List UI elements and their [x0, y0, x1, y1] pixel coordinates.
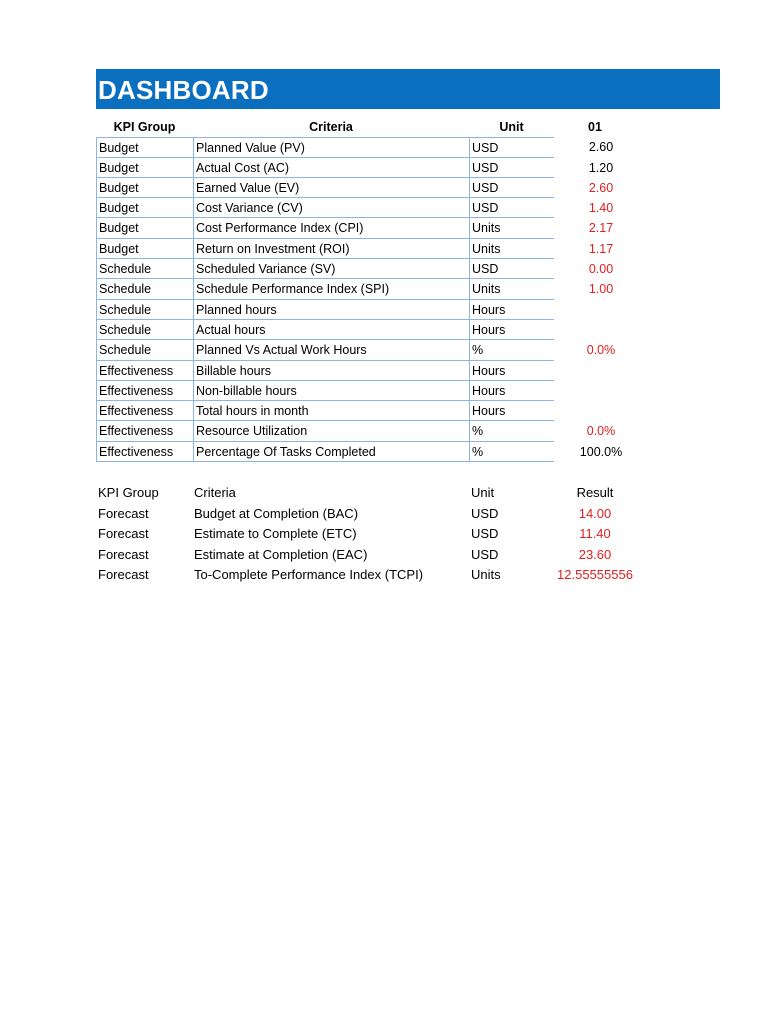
unit-cell: USD	[469, 178, 554, 198]
value-cell: 1.40	[588, 201, 614, 216]
kpi-table-row	[96, 137, 616, 157]
forecast-header-unit: Unit	[471, 485, 495, 500]
forecast-header-kpi-group: KPI Group	[98, 485, 159, 500]
forecast-header-criteria: Criteria	[194, 485, 236, 500]
value-cell: 0.0%	[586, 343, 616, 358]
criteria-cell: Actual hours	[193, 320, 469, 340]
kpi-group-cell: Effectiveness	[96, 361, 193, 381]
value-cell	[554, 361, 636, 381]
forecast-result-cell: 23.60	[578, 546, 612, 562]
criteria-cell: Return on Investment (ROI)	[193, 239, 469, 259]
kpi-group-cell: Budget	[96, 178, 193, 198]
kpi-table-row	[96, 421, 616, 441]
kpi-group-cell: Schedule	[96, 279, 193, 299]
unit-cell: Units	[469, 239, 554, 259]
value-cell: 2.60	[588, 140, 614, 155]
forecast-criteria-cell: Budget at Completion (BAC)	[194, 505, 359, 521]
value-cell: 100.0%	[579, 444, 623, 459]
forecast-criteria-cell: To-Complete Performance Index (TCPI)	[194, 567, 424, 582]
kpi-table-row	[96, 178, 616, 198]
forecast-group-cell: Forecast	[98, 546, 149, 562]
kpi-group-cell: Effectiveness	[96, 442, 193, 462]
kpi-table-row	[96, 401, 616, 421]
forecast-unit-cell: USD	[471, 505, 499, 521]
forecast-result-cell: 14.00	[578, 505, 612, 521]
kpi-table-row	[96, 300, 616, 320]
unit-cell: Hours	[469, 401, 554, 421]
value-cell: 1.00	[588, 282, 614, 297]
kpi-group-cell: Effectiveness	[96, 421, 193, 441]
kpi-table-row	[96, 320, 616, 340]
forecast-table-header	[98, 483, 658, 504]
kpi-table-body	[96, 137, 623, 462]
kpi-group-cell: Schedule	[96, 300, 193, 320]
kpi-group-cell: Budget	[96, 198, 193, 218]
kpi-table-row	[96, 381, 616, 401]
kpi-group-cell: Effectiveness	[96, 381, 193, 401]
unit-cell: Hours	[469, 381, 554, 401]
criteria-cell: Cost Variance (CV)	[193, 198, 469, 218]
kpi-group-cell: Schedule	[96, 259, 193, 279]
unit-cell: USD	[469, 137, 554, 157]
value-cell	[554, 300, 636, 320]
forecast-result-cell: 12.55555556	[557, 567, 633, 582]
kpi-table-header	[96, 117, 616, 137]
criteria-cell: Schedule Performance Index (SPI)	[193, 279, 469, 299]
unit-cell: USD	[469, 158, 554, 178]
forecast-table-row	[98, 504, 658, 525]
unit-cell: USD	[469, 259, 554, 279]
criteria-cell: Billable hours	[193, 361, 469, 381]
kpi-table-row	[96, 239, 616, 259]
unit-cell: Units	[469, 218, 554, 238]
header-unit: Unit	[499, 120, 524, 134]
value-cell: 2.60	[588, 180, 614, 195]
criteria-cell: Earned Value (EV)	[193, 178, 469, 198]
value-cell	[554, 381, 636, 401]
value-cell: 1.20	[588, 160, 614, 175]
unit-cell: USD	[469, 198, 554, 218]
unit-cell: %	[469, 442, 554, 462]
kpi-group-cell: Budget	[96, 239, 193, 259]
kpi-group-cell: Schedule	[96, 340, 193, 360]
forecast-result-cell: 11.40	[579, 526, 611, 541]
criteria-cell: Actual Cost (AC)	[193, 158, 469, 178]
unit-cell: Hours	[469, 320, 554, 340]
kpi-table-row	[96, 279, 616, 299]
header-kpi-group: KPI Group	[113, 120, 176, 134]
value-cell: 0.00	[588, 262, 614, 277]
dashboard-banner	[96, 69, 720, 109]
forecast-table-row	[98, 545, 658, 566]
forecast-criteria-cell: Estimate at Completion (EAC)	[194, 546, 368, 562]
criteria-cell: Total hours in month	[193, 401, 469, 421]
criteria-cell: Planned Vs Actual Work Hours	[193, 340, 469, 360]
kpi-group-cell: Budget	[96, 218, 193, 238]
unit-cell: %	[469, 340, 554, 360]
criteria-cell: Planned hours	[193, 300, 469, 320]
value-cell	[554, 401, 636, 421]
kpi-group-cell: Schedule	[96, 320, 193, 340]
value-cell: 0.0%	[586, 424, 616, 439]
kpi-table-row	[96, 340, 616, 360]
forecast-table-body	[98, 504, 658, 586]
forecast-group-cell: Forecast	[98, 567, 149, 582]
forecast-criteria-cell: Estimate to Complete (ETC)	[194, 526, 357, 541]
forecast-table	[98, 483, 658, 586]
forecast-unit-cell: USD	[471, 546, 499, 562]
criteria-cell: Resource Utilization	[193, 421, 469, 441]
kpi-group-cell: Budget	[96, 137, 193, 157]
forecast-group-cell: Forecast	[98, 526, 149, 541]
criteria-cell: Cost Performance Index (CPI)	[193, 218, 469, 238]
unit-cell: %	[469, 421, 554, 441]
forecast-unit-cell: USD	[471, 526, 499, 541]
value-cell	[554, 320, 636, 340]
forecast-unit-cell: Units	[471, 567, 501, 582]
kpi-table-row	[96, 442, 623, 462]
value-cell: 1.17	[588, 241, 614, 256]
unit-cell: Units	[469, 279, 554, 299]
header-period: 01	[588, 120, 602, 134]
forecast-group-cell: Forecast	[98, 505, 149, 521]
kpi-table-row	[96, 158, 616, 178]
unit-cell: Hours	[469, 300, 554, 320]
forecast-header-result: Result	[576, 485, 614, 500]
criteria-cell: Planned Value (PV)	[193, 137, 469, 157]
forecast-table-row	[98, 565, 658, 586]
criteria-cell: Percentage Of Tasks Completed	[193, 442, 469, 462]
criteria-cell: Non-billable hours	[193, 381, 469, 401]
kpi-group-cell: Budget	[96, 158, 193, 178]
kpi-table-row	[96, 198, 616, 218]
kpi-table-row	[96, 259, 616, 279]
criteria-cell: Scheduled Variance (SV)	[193, 259, 469, 279]
dashboard-title: DASHBOARD	[98, 75, 269, 105]
kpi-table-row	[96, 218, 616, 238]
unit-cell: Hours	[469, 361, 554, 381]
kpi-table-row	[96, 361, 616, 381]
header-criteria: Criteria	[309, 120, 353, 134]
kpi-group-cell: Effectiveness	[96, 401, 193, 421]
forecast-table-row	[98, 524, 658, 545]
kpi-table	[96, 117, 623, 462]
value-cell: 2.17	[588, 221, 614, 236]
